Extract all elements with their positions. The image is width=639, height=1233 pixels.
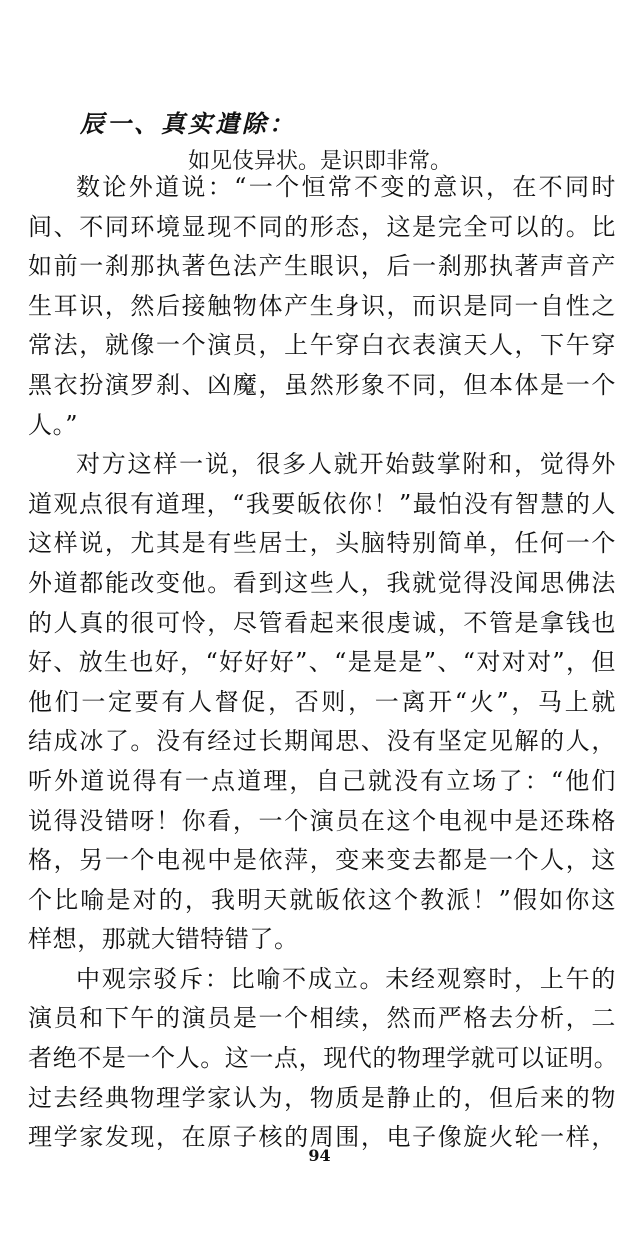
text-line: 样想，那就大错特错了。	[28, 925, 299, 954]
text-line: 演员和下午的演员是一个相续，然而严格去分析，二	[28, 1004, 616, 1033]
text-line: 道观点很有道理，“我要皈依你！”最怕没有智慧的人	[28, 489, 616, 518]
text-line: 中观宗驳斥：比喻不成立。未经观察时，上午的	[76, 964, 616, 993]
body-text	[28, 168, 619, 1158]
text-line: 生耳识，然后接触物体产生身识，而识是同一自性之	[28, 291, 616, 320]
verse-line: 如见伎异状。是识即非常。	[188, 149, 453, 174]
section-heading: 辰一、真实遣除：	[80, 109, 296, 138]
text-line: 说得没错呀！你看，一个演员在这个电视中是还珠格	[28, 806, 616, 835]
text-line: 常法，就像一个演员，上午穿白衣表演天人，下午穿	[28, 331, 616, 360]
text-line: 个比喻是对的，我明天就皈依这个教派！”假如你这	[28, 885, 616, 914]
text-line: 好、放生也好，“好好好”、“是是是”、“对对对”，但	[28, 648, 616, 677]
text-line: 格，另一个电视中是依萍，变来变去都是一个人，这	[28, 846, 616, 875]
text-line: 的人真的很可怜，尽管看起来很虔诚，不管是拿钱也	[28, 608, 616, 637]
page-number: 94	[308, 1146, 331, 1165]
text-line: 间、不同环境显现不同的形态，这是完全可以的。比	[28, 212, 616, 241]
text-line: 这样说，尤其是有些居士，头脑特别简单，任何一个	[28, 529, 616, 558]
text-line: 外道都能改变他。看到这些人，我就觉得没闻思佛法	[28, 568, 616, 597]
text-line: 他们一定要有人督促，否则，一离开“火”，马上就	[28, 687, 616, 716]
text-line: 理学家发现，在原子核的周围，电子像旋火轮一样，	[28, 1123, 616, 1152]
text-line: 对方这样一说，很多人就开始鼓掌附和，觉得外	[76, 450, 616, 479]
text-line: 黑衣扮演罗刹、凶魔，虽然形象不同，但本体是一个	[28, 370, 616, 399]
text-line: 听外道说得有一点道理，自己就没有立场了：“他们	[28, 766, 616, 795]
text-line: 数论外道说：“一个恒常不变的意识，在不同时	[76, 173, 616, 201]
text-line: 如前一刹那执著色法产生眼识，后一刹那执著声音产	[28, 252, 616, 281]
text-line: 结成冰了。没有经过长期闻思、没有坚定见解的人，	[28, 727, 616, 756]
text-line: 人。”	[28, 410, 79, 439]
text-line: 过去经典物理学家认为，物质是静止的，但后来的物	[28, 1083, 616, 1112]
text-line: 者绝不是一个人。这一点，现代的物理学就可以证明。	[28, 1044, 619, 1073]
